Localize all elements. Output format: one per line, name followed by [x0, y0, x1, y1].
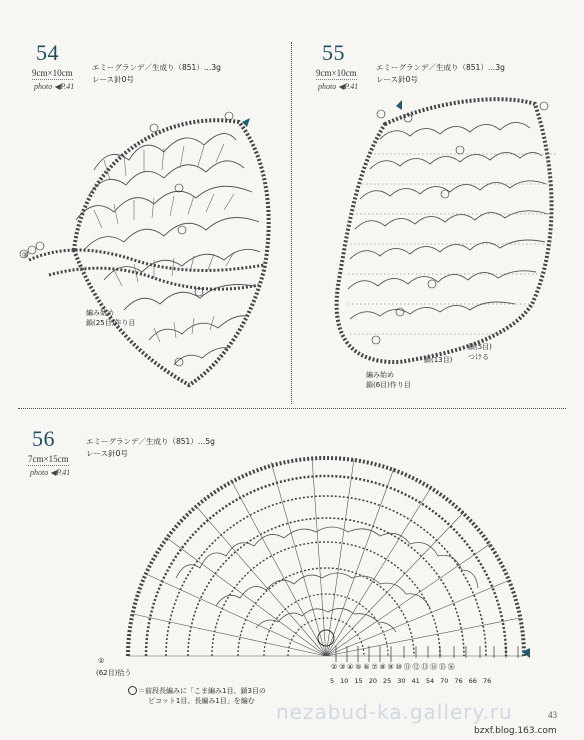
stitch-count: 76: [454, 677, 463, 685]
row-label: ③: [339, 663, 348, 671]
row-label: ⑪: [403, 663, 413, 671]
pattern-number: 56: [32, 426, 55, 451]
material-line: [376, 62, 505, 86]
row-label: ②: [331, 663, 340, 671]
photo-ref: photo ◀P.41: [34, 82, 75, 91]
pattern-size: 7cm×15cm: [28, 454, 69, 464]
stitch-count: 15: [354, 677, 363, 685]
stitch-count: 76: [482, 677, 492, 685]
material-text: エミーグランデ／生成り（851）…5g: [86, 437, 215, 446]
crochet-diagram-56: [116, 428, 536, 660]
row-labels: [331, 662, 457, 672]
row-label: ⑤: [355, 663, 364, 671]
pattern-number: 54: [36, 40, 59, 65]
stitch-count: 70: [440, 677, 449, 685]
material-text: エミーグランデ／生成り（851）…3g: [376, 63, 505, 72]
chain-note: (62目)拾う: [96, 669, 132, 677]
chain-5-line-2: つける: [468, 353, 489, 361]
stitch-count: 30: [397, 677, 406, 685]
row-label: ⑮: [438, 663, 448, 671]
site-credit: bzxf.blog.163.com: [474, 726, 557, 736]
stitch-count: 41: [411, 677, 420, 685]
row-label: ⑫: [412, 663, 422, 671]
svg-text:③: ③: [22, 251, 29, 259]
start-note-line-1: 編み始め: [366, 371, 394, 379]
legend-note: [138, 686, 266, 706]
row-label: ⑬: [421, 663, 431, 671]
watermark: nezabud-ka.gallery.ru: [276, 700, 513, 724]
chain-13-note: 鎖(13目): [424, 356, 453, 364]
pattern-size: 9cm×10cm: [32, 68, 73, 78]
photo-ref: photo ◀P.41: [30, 468, 71, 477]
start-note-line-2: 鎖(6目)作り目: [366, 381, 411, 389]
crochet-diagram-54: [14, 100, 284, 400]
crochet-diagram-55: [300, 84, 570, 369]
pattern-size: 9cm×10cm: [316, 68, 357, 78]
page-number: 43: [548, 710, 557, 720]
row-label: ⑯: [447, 663, 457, 671]
chain-5-line-1: 鎖(5目): [468, 343, 492, 351]
start-note: [366, 370, 411, 390]
row-label: ④: [347, 663, 356, 671]
stitch-count: 25: [382, 677, 392, 685]
row-label: ⑥: [363, 663, 372, 671]
row-label: ⑩: [395, 663, 404, 671]
row-1-marker: [98, 656, 104, 666]
hook-text: レース針0号: [86, 449, 128, 458]
row-1-label: ①: [98, 657, 105, 665]
stitch-counts: [330, 676, 530, 686]
photo-ref: photo ◀P.41: [318, 82, 359, 91]
stitch-count: 54: [425, 677, 435, 685]
material-text: エミーグランデ／生成り（851）…3g: [92, 63, 221, 72]
start-note-line-2: 鎖(25目)作り目: [86, 319, 136, 327]
start-note-line-1: 編み始め: [86, 309, 114, 317]
row-label: ⑦: [371, 663, 380, 671]
row-label: ⑨: [387, 663, 396, 671]
stitch-count: 66: [468, 677, 477, 685]
stitch-count: 20: [368, 677, 377, 685]
row-label: ⑧: [379, 663, 388, 671]
legend-line-2: ピコット1目、長編み1目」を編む: [148, 697, 255, 705]
horizontal-divider: [18, 408, 566, 409]
pattern-number: 55: [322, 40, 345, 65]
legend-symbol-icon: [128, 686, 137, 695]
legend-line-1: ＝前段長編みに「こま編み1目、鎖3目の: [138, 687, 266, 695]
row-label: ⑭: [430, 663, 439, 671]
stitch-count: 5: [330, 677, 335, 685]
vertical-divider: [291, 42, 292, 404]
hook-text: レース針0号: [376, 75, 418, 84]
material-line: [92, 62, 221, 86]
stitch-count: 10: [340, 677, 349, 685]
hook-text: レース針0号: [92, 75, 134, 84]
